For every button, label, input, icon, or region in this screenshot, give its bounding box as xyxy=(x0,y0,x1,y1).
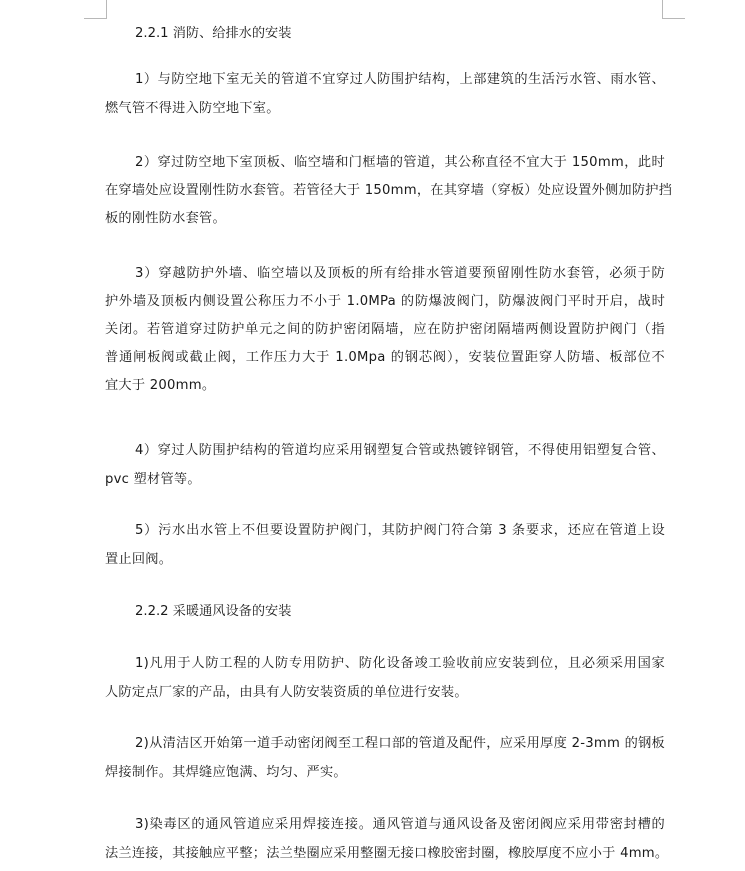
paragraph-line: 置止回阀。 xyxy=(105,552,173,567)
paragraph-line: 焊接制作。其焊缝应饱满、均匀、严实。 xyxy=(105,765,347,780)
paragraph-line: 5）污水出水管上不但要设置防护阀门，其防护阀门符合第 3 条要求，还应在管道上设 xyxy=(135,523,665,538)
paragraph xyxy=(105,153,673,229)
crop-mark-top-left xyxy=(84,0,107,19)
paragraph-line: 宜大于 200mm。 xyxy=(105,378,216,393)
section-heading: 2.2.1 消防、给排水的安装 xyxy=(135,26,292,41)
paragraph-line: pvc 塑材管等。 xyxy=(105,472,201,487)
paragraph xyxy=(105,264,665,396)
paragraph xyxy=(105,654,665,703)
paragraph-line: 关闭。若管道穿过防护单元之间的防护密闭隔墙，应在防护密闭隔墙两侧设置防护阀门（指 xyxy=(105,322,665,337)
paragraph xyxy=(105,441,665,490)
paragraph xyxy=(105,521,665,570)
paragraph-line: 人防定点厂家的产品，由具有人防安装资质的单位进行安装。 xyxy=(105,685,468,700)
paragraph-line: 普通闸板阀或截止阀，工作压力大于 1.0Mpa 的钢芯阀），安装位置距穿人防墙、板部位不 xyxy=(105,350,665,365)
paragraph-line: 1）与防空地下室无关的管道不宜穿过人防围护结构，上部建筑的生活污水管、雨水管、 xyxy=(135,72,665,87)
paragraph xyxy=(105,815,669,864)
crop-mark-top-right xyxy=(662,0,685,19)
paragraph-line: 在穿墙处应设置刚性防水套管。若管径大于 150mm，在其穿墙（穿板）处应设置外侧加防护挡 xyxy=(105,183,673,198)
paragraph-line: 3）穿越防护外墙、临空墙以及顶板的所有给排水管道要预留刚性防水套管，必须于防 xyxy=(135,266,665,281)
paragraph-line: 板的刚性防水套管。 xyxy=(105,211,226,226)
paragraph xyxy=(105,734,665,783)
paragraph-line: 3)染毒区的通风管道应采用焊接连接。通风管道与通风设备及密闭阀应采用带密封槽的 xyxy=(135,817,665,832)
paragraph-line: 护外墙及顶板内侧设置公称压力不小于 1.0MPa 的防爆波阀门，防爆波阀门平时开启，战时 xyxy=(105,294,665,309)
paragraph-line: 4）穿过人防围护结构的管道均应采用钢塑复合管或热镀锌钢管，不得使用铝塑复合管、 xyxy=(135,443,665,458)
paragraph xyxy=(105,70,665,119)
paragraph-line: 法兰连接，其接触应平整；法兰垫圈应采用整圈无接口橡胶密封圈，橡胶厚度不应小于 4mm。 xyxy=(105,846,669,861)
paragraph-line: 2)从清洁区开始第一道手动密闭阀至工程口部的管道及配件，应采用厚度 2-3mm 的钢板 xyxy=(135,736,665,751)
paragraph-line: 1)凡用于人防工程的人防专用防护、防化设备竣工验收前应安装到位，且必须采用国家 xyxy=(135,656,665,671)
paragraph-line: 2）穿过防空地下室顶板、临空墙和门框墙的管道，其公称直径不宜大于 150mm，此时 xyxy=(135,155,665,170)
paragraph-line: 燃气管不得进入防空地下室。 xyxy=(105,101,280,116)
section-heading: 2.2.2 采暖通风设备的安装 xyxy=(135,604,292,619)
